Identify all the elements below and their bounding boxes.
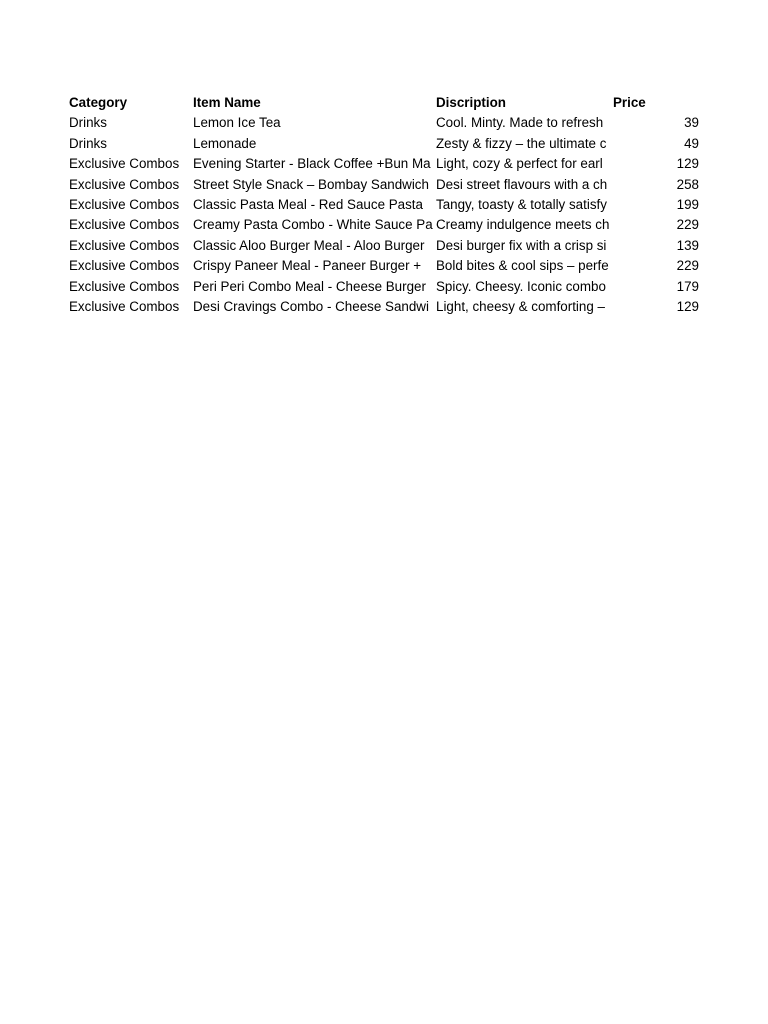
- cell-price: 49: [684, 135, 699, 151]
- cell-item-name: Lemon Ice Tea: [193, 115, 281, 131]
- cell-category: Exclusive Combos: [69, 217, 180, 233]
- cell-description: Desi burger fix with a crisp si: [436, 237, 607, 253]
- cell-item-name: Street Style Snack – Bombay Sandwich: [193, 176, 429, 192]
- cell-category: Exclusive Combos: [69, 156, 180, 172]
- cell-price: 199: [676, 196, 699, 212]
- cell-description: Cool. Minty. Made to refresh: [436, 115, 604, 131]
- header-description: Discription: [436, 95, 506, 110]
- cell-description: Creamy indulgence meets ch: [436, 217, 610, 233]
- cell-price: 129: [676, 298, 699, 314]
- cell-category: Drinks: [69, 135, 107, 151]
- header-item-name: Item Name: [193, 95, 261, 110]
- cell-price: 179: [676, 278, 699, 294]
- cell-description: Tangy, toasty & totally satisfy: [436, 196, 607, 212]
- cell-category: Exclusive Combos: [69, 258, 180, 274]
- cell-category: Drinks: [69, 115, 107, 131]
- cell-price: 139: [676, 237, 699, 253]
- cell-item-name: Desi Cravings Combo - Cheese Sandwi: [193, 298, 429, 314]
- cell-price: 129: [676, 156, 699, 172]
- cell-item-name: Crispy Paneer Meal - Paneer Burger +: [193, 258, 422, 274]
- cell-description: Spicy. Cheesy. Iconic combo: [436, 278, 606, 294]
- cell-item-name: Peri Peri Combo Meal - Cheese Burger: [193, 278, 426, 294]
- cell-description: Light, cozy & perfect for earl: [436, 156, 603, 172]
- header-category: Category: [69, 95, 128, 110]
- cell-description: Light, cheesy & comforting –: [436, 298, 605, 314]
- cell-description: Bold bites & cool sips – perfe: [436, 258, 609, 274]
- cell-description: Desi street flavours with a ch: [436, 176, 608, 192]
- cell-price: 258: [676, 176, 699, 192]
- header-price: Price: [613, 95, 646, 110]
- cell-item-name: Creamy Pasta Combo - White Sauce Pa: [193, 217, 433, 233]
- cell-category: Exclusive Combos: [69, 278, 180, 294]
- cell-item-name: Classic Pasta Meal - Red Sauce Pasta: [193, 196, 423, 212]
- cell-category: Exclusive Combos: [69, 237, 180, 253]
- cell-item-name: Evening Starter - Black Coffee +Bun Ma: [193, 156, 431, 172]
- cell-price: 229: [676, 258, 699, 274]
- cell-description: Zesty & fizzy – the ultimate c: [436, 135, 607, 151]
- cell-item-name: Classic Aloo Burger Meal - Aloo Burger: [193, 237, 425, 253]
- cell-price: 229: [676, 217, 699, 233]
- cell-category: Exclusive Combos: [69, 176, 180, 192]
- cell-category: Exclusive Combos: [69, 298, 180, 314]
- cell-price: 39: [684, 115, 699, 131]
- cell-category: Exclusive Combos: [69, 196, 180, 212]
- cell-item-name: Lemonade: [193, 135, 257, 151]
